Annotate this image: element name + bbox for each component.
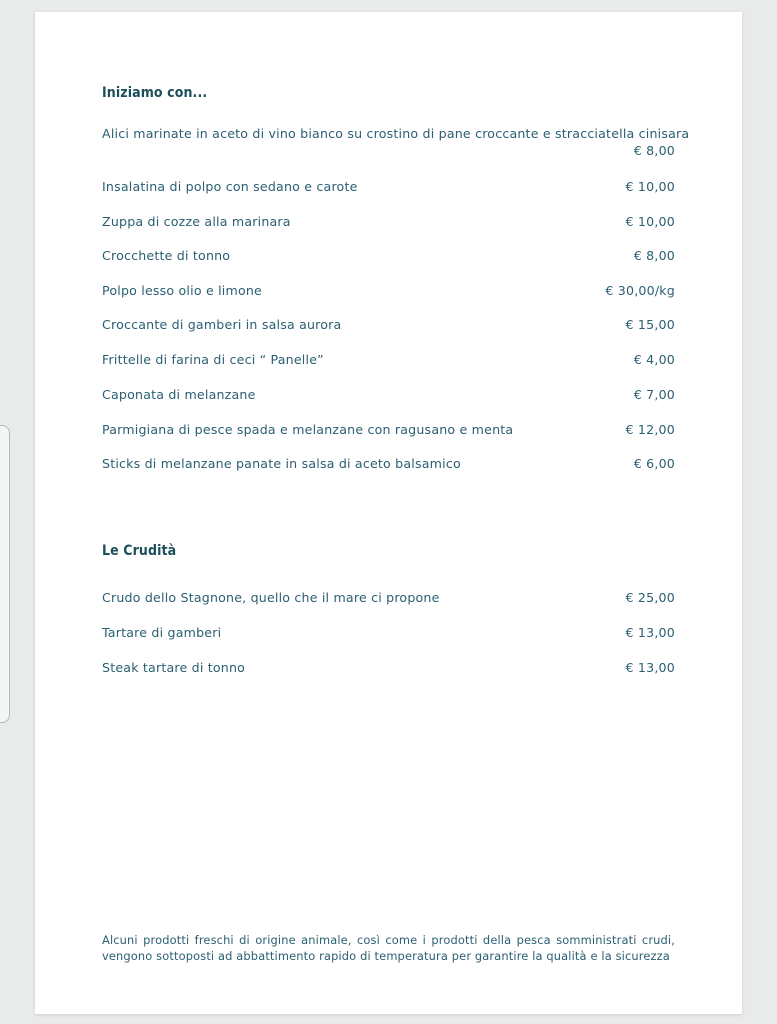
item-price: € 6,00: [633, 456, 675, 471]
item-name: Alici marinate in aceto di vino bianco su crostino di pane croccante e stracciatella cinisara: [102, 126, 690, 141]
menu-item: [102, 386, 675, 404]
menu-item: [102, 589, 675, 607]
menu-item: [102, 351, 675, 369]
item-name: Frittelle di farina di ceci “ Panelle”: [102, 352, 324, 367]
item-price: € 15,00: [625, 317, 675, 332]
item-price: € 25,00: [625, 590, 675, 605]
item-name: Crudo dello Stagnone, quello che il mare ci propone: [102, 590, 440, 605]
item-name: Polpo lesso olio e limone: [102, 283, 262, 298]
item-name: Crocchette di tonno: [102, 248, 231, 263]
side-scroll-handle[interactable]: [0, 425, 10, 723]
item-price: € 8,00: [633, 143, 675, 158]
item-name: Parmigiana di pesce spada e melanzane con ragusano e menta: [102, 422, 514, 437]
footer-note: Alcuni prodotti freschi di origine animale, così come i prodotti della pesca somministrati crudi, vengono sottoposti ad abbattimento rapido di temperatura per garantire la qualità e la sicurezza: [102, 933, 675, 963]
item-price: € 4,00: [633, 352, 675, 367]
item-price: € 12,00: [625, 422, 675, 437]
menu-item: [102, 125, 690, 161]
item-price: € 10,00: [625, 179, 675, 194]
item-name: Zuppa di cozze alla marinara: [102, 214, 291, 229]
item-name: Insalatina di polpo con sedano e carote: [102, 179, 358, 194]
item-name: Croccante di gamberi in salsa aurora: [102, 317, 342, 332]
item-name: Tartare di gamberi: [102, 625, 222, 640]
item-name: Caponata di melanzane: [102, 387, 256, 402]
menu-item: [102, 455, 675, 473]
item-price: € 13,00: [625, 660, 675, 675]
menu-item: [102, 178, 675, 196]
item-price: € 8,00: [633, 248, 675, 263]
menu-item: [102, 659, 675, 677]
item-price: € 13,00: [625, 625, 675, 640]
item-price: € 7,00: [633, 387, 675, 402]
menu-item: [102, 624, 675, 642]
menu-page: [35, 12, 742, 1014]
menu-item: [102, 282, 675, 300]
menu-item: [102, 421, 675, 439]
item-name: Steak tartare di tonno: [102, 660, 246, 675]
menu-item: [102, 316, 675, 334]
section-title-crudita: Le Crudità: [102, 543, 177, 559]
menu-item: [102, 247, 675, 265]
item-price: € 30,00/kg: [605, 283, 675, 298]
item-name: Sticks di melanzane panate in salsa di aceto balsamico: [102, 456, 461, 471]
item-price: € 10,00: [625, 214, 675, 229]
menu-item: [102, 213, 675, 231]
section-title-antipasti: Iniziamo con...: [102, 85, 208, 101]
